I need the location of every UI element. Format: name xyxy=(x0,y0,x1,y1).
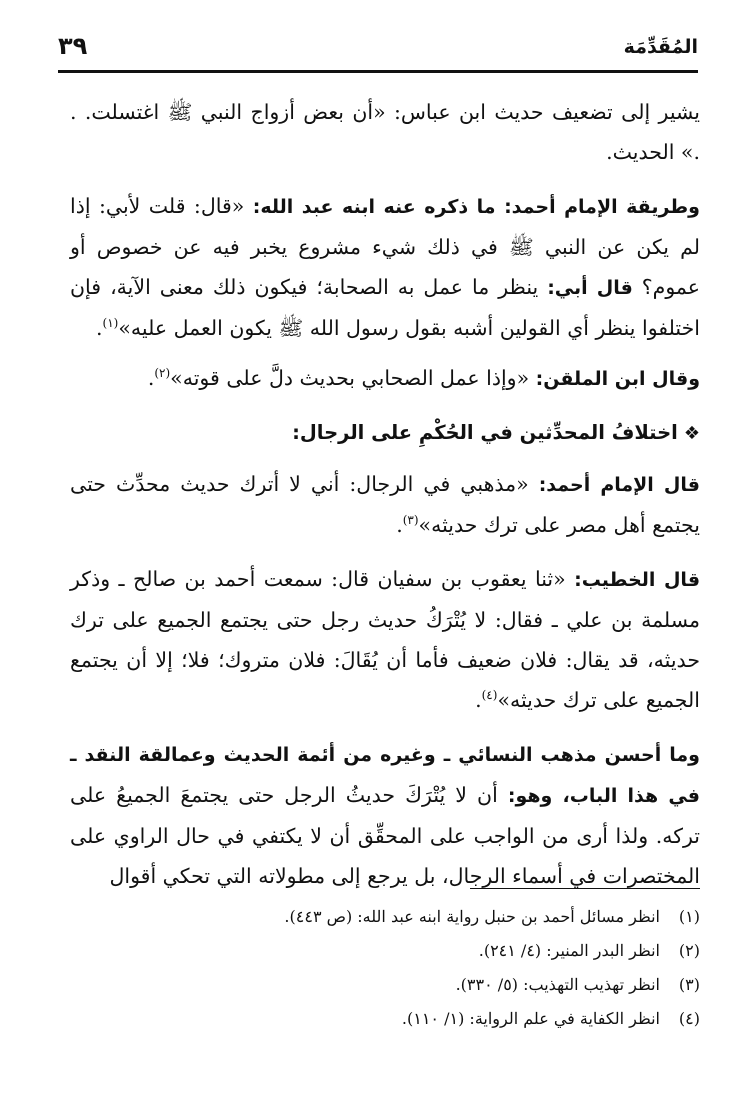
paragraph-3-text: «وإذا عمل الصحابي بحديث دلَّ على قوته» xyxy=(170,366,536,390)
paragraph-2-text-2: ينظر ما عمل به الصحابة؛ فيكون ذلك معنى الآية، فإن اختلفوا ينظر أي القولين أشبه بقول رسول الله ﷺ يكون العمل عليه» xyxy=(70,275,700,340)
paragraph-3 xyxy=(70,358,700,399)
paragraph-4 xyxy=(70,464,700,545)
footnote xyxy=(70,900,700,934)
paragraph-2-lead-2: قال أبي: xyxy=(547,277,633,299)
main-text xyxy=(70,92,700,896)
paragraph-3-end: . xyxy=(147,366,155,390)
paragraph-6-lead: وما أحسن مذهب النسائي ـ وغيره من أئمة الحديث وعمالقة النقد ـ في هذا الباب، وهو: xyxy=(70,744,700,807)
footnote xyxy=(70,968,700,1002)
paragraph-2-lead: وطريقة الإمام أحمد: ما ذكره عنه ابنه عبد الله: xyxy=(252,196,700,218)
footnote-ref-1[interactable]: (١) xyxy=(102,316,119,331)
footnote-separator xyxy=(470,888,700,889)
paragraph-2-end: . xyxy=(95,316,103,340)
footnote-number: (٣) xyxy=(678,975,700,994)
paragraph-3-lead: وقال ابن الملقن: xyxy=(535,368,700,390)
footnote-text: انظر الكفاية في علم الرواية: (١/ ١١٠). xyxy=(401,1009,660,1028)
header-rule xyxy=(58,70,698,73)
footnote-ref-4[interactable]: (٤) xyxy=(481,688,498,703)
section-heading-text: اختلافُ المحدِّثين في الحُكْمِ على الرجال: xyxy=(292,421,678,444)
footnote-number: (٤) xyxy=(678,1009,700,1028)
paragraph-4-end: . xyxy=(396,513,403,537)
page-number: ٣٩ xyxy=(58,32,88,60)
footnote-ref-2[interactable]: (٢) xyxy=(154,366,171,381)
paragraph-5-end: . xyxy=(475,688,482,712)
paragraph-1 xyxy=(70,92,700,172)
paragraph-5-text: «ثنا يعقوب بن سفيان قال: سمعت أحمد بن صالح ـ وذكر مسلمة بن علي ـ فقال: لا يُتْرَكُ حديث رجل حتى يجتمع الجميع على ترك حديثه، قد يقال: فلان ضعيف فأما أن يُقَالَ: فلان متروك؛ فلا؛ إلا أن يجتمع الجميع على ترك حديثه» xyxy=(70,567,700,712)
footnote-text: انظر مسائل أحمد بن حنبل رواية ابنه عبد الله: (ص ٤٤٣). xyxy=(284,907,660,926)
footnote-number: (٢) xyxy=(678,941,700,960)
paragraph-6 xyxy=(70,734,700,896)
bullet-icon: ❖ xyxy=(683,423,700,444)
running-title: المُقَدِّمَة xyxy=(623,36,698,58)
paragraph-4-text: «مذهبي في الرجال: أني لا أترك حديث محدِّث حتى يجتمع أهل مصر على ترك حديثه» xyxy=(70,472,700,537)
footnotes xyxy=(70,900,700,1036)
paragraph-5-lead: قال الخطيب: xyxy=(574,569,701,591)
paragraph-6-text: أن لا يُتْرَكَ حديثُ الرجل حتى يجتمعَ الجميعُ على تركه. ولذا أرى من الواجب على المحقِّق أن لا يكتفي في حال الراوي على المختصرات في أسماء الرجال، بل يرجع إلى مطولاته التي تحكي أقوال xyxy=(70,783,700,888)
footnote xyxy=(70,934,700,968)
paragraph-4-lead: قال الإمام أحمد: xyxy=(538,474,700,496)
footnote-number: (١) xyxy=(678,907,700,926)
section-heading xyxy=(70,413,700,454)
footnote-text: انظر تهذيب التهذيب: (٥/ ٣٣٠). xyxy=(455,975,660,994)
footnote-ref-3[interactable]: (٣) xyxy=(402,513,419,528)
paragraph-1-text: يشير إلى تضعيف حديث ابن عباس: «أن بعض أزواج النبي ﷺ اغتسلت. . .» الحديث. xyxy=(70,100,700,164)
paragraph-5 xyxy=(70,559,700,720)
page-header xyxy=(58,30,698,74)
footnote-text: انظر البدر المنير: (٤/ ٢٤١). xyxy=(478,941,660,960)
paragraph-2-text-1: «قال: قلت لأبي: إذا لم يكن عن النبي ﷺ في ذلك شيء مشروع يخبر فيه عن خصوص أو عموم؟ xyxy=(70,194,701,299)
footnote xyxy=(70,1002,700,1036)
paragraph-2 xyxy=(70,186,700,348)
